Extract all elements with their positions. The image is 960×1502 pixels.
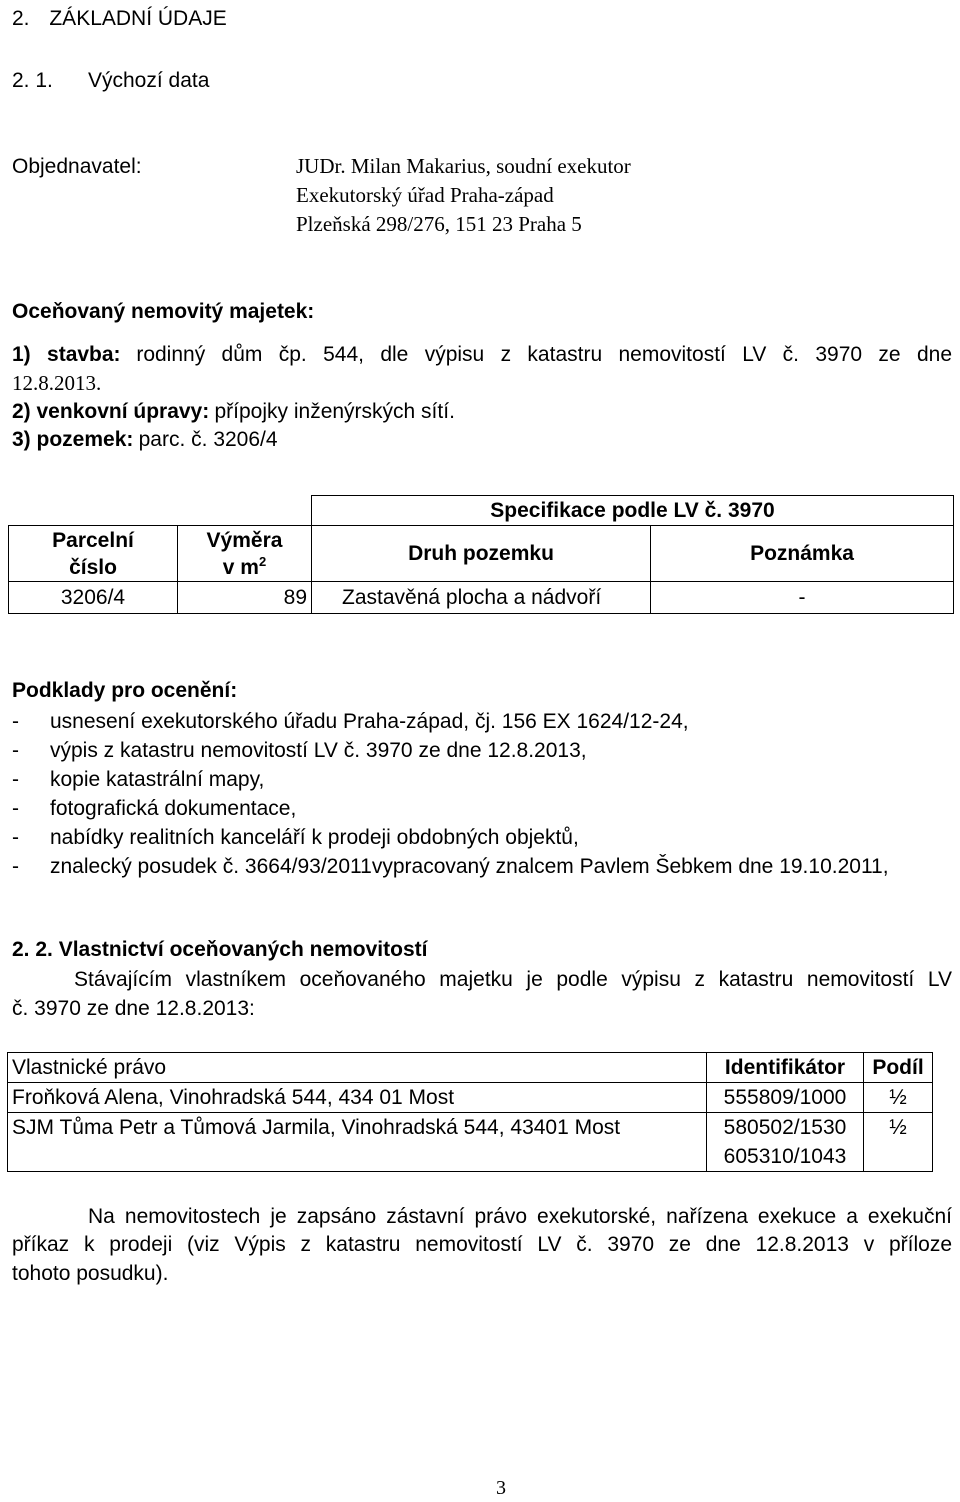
header-type: Druh pozemku <box>312 526 651 582</box>
cell-note: - <box>651 582 954 614</box>
header-share: Podíl <box>864 1053 933 1083</box>
property-item-1 <box>12 340 952 369</box>
cell-area: 89 <box>178 582 312 614</box>
section-number: 2. <box>12 7 30 30</box>
property-item-3-text: parc. č. 3206/4 <box>138 428 278 451</box>
list-item: - fotografická dokumentace, <box>12 797 297 820</box>
property-item-2-text: přípojky inženýrských sítí. <box>214 400 455 423</box>
documents-heading: Podklady pro ocenění: <box>12 679 238 702</box>
client-address <box>296 152 631 239</box>
cell-identifier: 555809/1000 <box>707 1083 864 1113</box>
property-item-3 <box>12 425 278 454</box>
header-note: Poznámka <box>651 526 954 582</box>
property-item-1-label: 1) stavba: <box>12 343 121 366</box>
property-item-2-label: 2) venkovní úpravy: <box>12 400 210 423</box>
cell-owner: SJM Tůma Petr a Tůmová Jarmila, Vinohradská 544, 43401 Most <box>8 1113 707 1172</box>
subsection-heading <box>12 66 210 95</box>
ownership-heading: 2. 2. Vlastnictví oceňovaných nemovitostí <box>12 938 428 961</box>
header-parcel: Parcelní číslo <box>9 526 178 582</box>
cell-identifier: 580502/1530 605310/1043 <box>707 1113 864 1172</box>
documents-list <box>12 707 889 881</box>
client-line: JUDr. Milan Makarius, soudní exekutor <box>296 154 631 178</box>
lien-note-cont: příkaz k prodeji (viz Výpis z katastru nemovitostí LV č. 3970 ze dne 12.8.2013 v příloze <box>12 1233 952 1256</box>
spec-table-title-row <box>9 496 954 526</box>
table-row <box>9 582 954 614</box>
ownership-table-header <box>8 1053 933 1083</box>
subsection-number: 2. 1. <box>12 69 53 92</box>
client-line: Plzeňská 298/276, 151 23 Praha 5 <box>296 212 582 236</box>
spec-table-header-row <box>9 526 954 582</box>
subsection-title: Výchozí data <box>88 69 210 92</box>
page-number: 3 <box>496 1477 506 1499</box>
client-line: Exekutorský úřad Praha-západ <box>296 183 554 207</box>
ownership-table <box>7 1052 933 1172</box>
property-item-3-label: 3) pozemek: <box>12 428 134 451</box>
spec-table-title: Specifikace podle LV č. 3970 <box>312 496 954 526</box>
client-label: Objednavatel: <box>12 155 142 178</box>
cell-share: ½ <box>864 1113 933 1172</box>
header-identifier: Identifikátor <box>707 1053 864 1083</box>
list-item: - výpis z katastru nemovitostí LV č. 3970 ze dne 12.8.2013, <box>12 739 587 762</box>
cell-parcel: 3206/4 <box>9 582 178 614</box>
cell-share: ½ <box>864 1083 933 1113</box>
section-title: ZÁKLADNÍ ÚDAJE <box>49 7 227 30</box>
lien-note-end: tohoto posudku). <box>12 1262 169 1285</box>
lien-note: Na nemovitostech je zapsáno zástavní právo exekutorské, nařízena exekuce a exekuční <box>88 1205 952 1228</box>
cell-owner: Froňková Alena, Vinohradská 544, 434 01 Most <box>8 1083 707 1113</box>
property-heading: Oceňovaný nemovitý majetek: <box>12 300 315 323</box>
table-row <box>8 1083 933 1113</box>
cell-type: Zastavěná plocha a nádvoří <box>312 582 651 614</box>
header-area: Výměra v $m^2$ <box>178 526 312 582</box>
ownership-intro: Stávajícím vlastníkem oceňovaného majetku je podle výpisu z katastru nemovitostí LV <box>74 968 952 991</box>
section-heading <box>12 4 227 33</box>
list-item: - znalecký posudek č. 3664/93/2011vypracovaný znalcem Pavlem Šebkem dne 19.10.2011, <box>12 855 889 878</box>
property-item-1-text: rodinný dům čp. 544, dle výpisu z katastru nemovitostí LV č. 3970 ze dne <box>136 343 953 366</box>
ownership-intro-cont: č. 3970 ze dne 12.8.2013: <box>12 997 255 1020</box>
property-item-2 <box>12 397 455 426</box>
property-item-1-cont: 12.8.2013. <box>12 371 102 395</box>
header-right: Vlastnické právo <box>8 1053 707 1083</box>
list-item: - usnesení exekutorského úřadu Praha-západ, čj. 156 EX 1624/12-24, <box>12 710 689 733</box>
table-row <box>8 1113 933 1172</box>
spec-table <box>8 495 954 614</box>
list-item: - kopie katastrální mapy, <box>12 768 265 791</box>
list-item: - nabídky realitních kanceláří k prodeji obdobných objektů, <box>12 826 579 849</box>
